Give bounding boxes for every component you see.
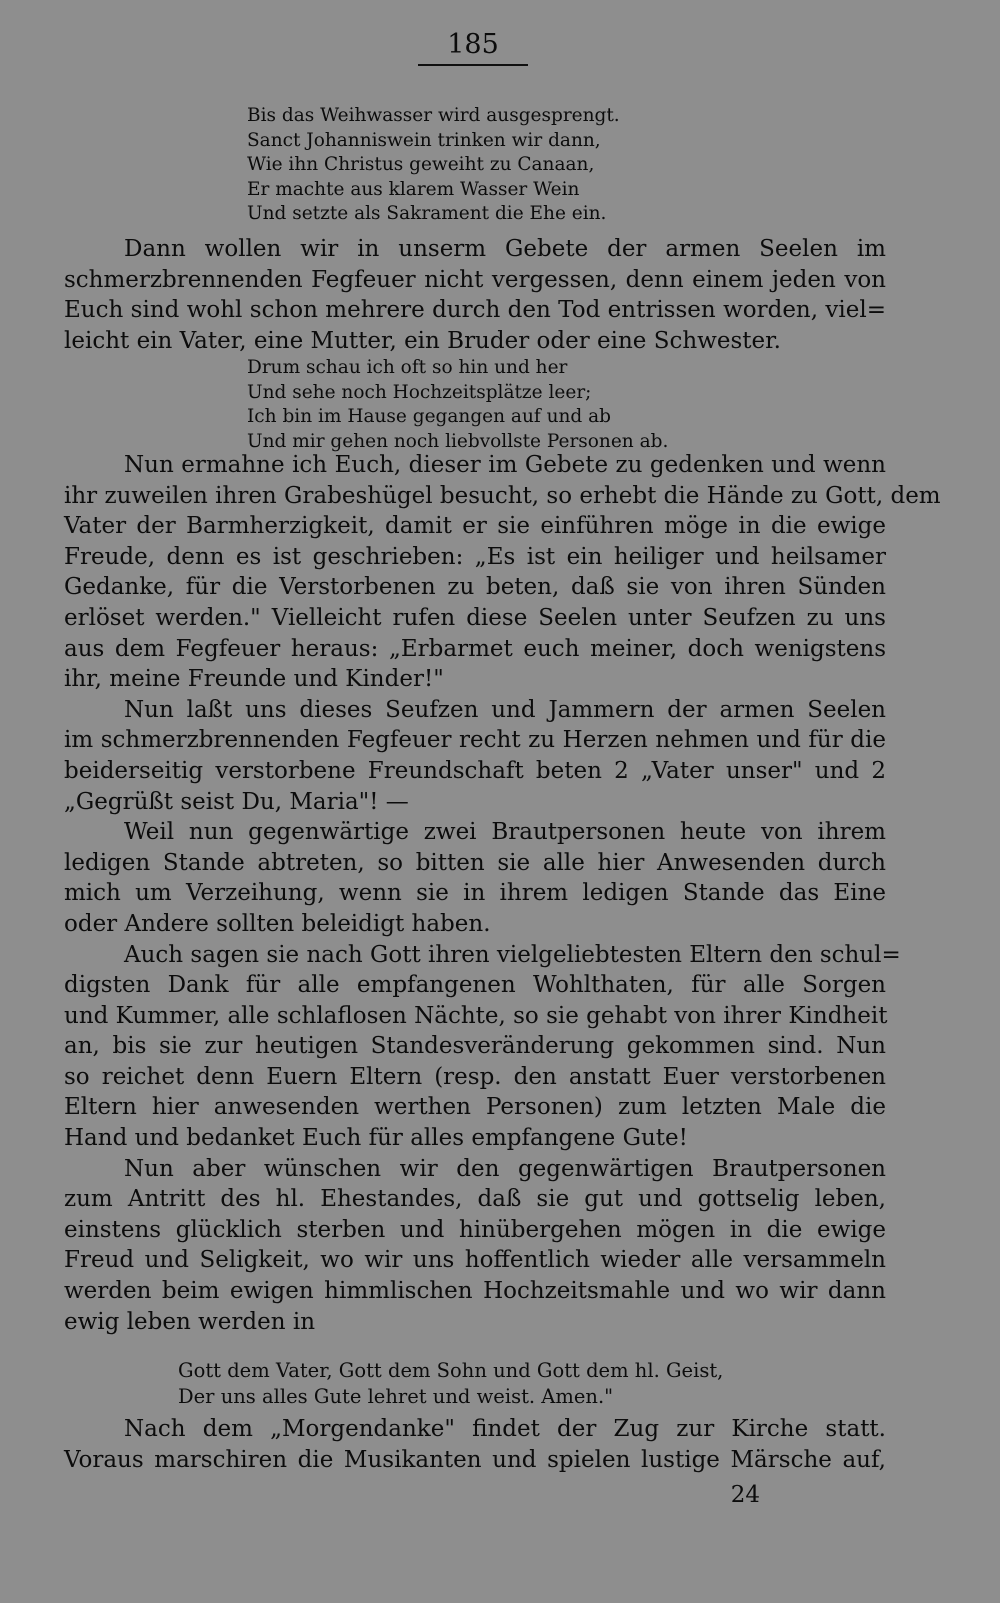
verse-line: Und setzte als Sakrament die Ehe ein. xyxy=(247,203,607,225)
text-line: ihr zuweilen ihren Grabeshügel besucht, so erhebt die Hände zu Gott, dem xyxy=(64,482,941,509)
text-line: aus dem Fegfeuer heraus: „Erbarmet euch meiner, doch wenigstens xyxy=(64,635,886,662)
text-line: Nach dem „Morgendanke" findet der Zug zur Kirche statt. xyxy=(124,1416,886,1442)
verse-line: Ich bin im Hause gegangen auf und ab xyxy=(247,406,612,428)
text-line: einstens glücklich sterben und hinübergehen mögen in die ewige xyxy=(64,1216,886,1243)
text-line: Freud und Seligkeit, wo wir uns hoffentlich wieder alle versammeln xyxy=(64,1247,886,1274)
verse-line: Und sehe noch Hochzeitsplätze leer; xyxy=(247,381,592,403)
verse-line: Wie ihn Christus geweiht zu Canaan, xyxy=(247,154,595,176)
signature-mark: 24 xyxy=(730,1482,760,1508)
text-line: „Gegrüßt seist Du, Maria"! — xyxy=(64,788,409,815)
text-line: Dann wollen wir in unserm Gebete der armen Seelen im xyxy=(124,236,886,262)
text-line: ihr, meine Freunde und Kinder!" xyxy=(64,666,444,693)
text-line: Auch sagen sie nach Gott ihren vielgeliebtesten Eltern den schul= xyxy=(124,941,901,968)
verse-line: Drum schau ich oft so hin und her xyxy=(247,357,568,378)
text-line: im schmerzbrennenden Fegfeuer recht zu Herzen nehmen und für die xyxy=(64,727,886,754)
text-line: an, bis sie zur heutigen Standesveränderung gekommen sind. Nun xyxy=(64,1033,886,1060)
verse-line: Bis das Weihwasser wird ausgesprengt. xyxy=(247,105,620,126)
text-line: werden beim ewigen himmlischen Hochzeitsmahle und wo wir dann xyxy=(64,1278,886,1305)
text-line: erlöset werden." Vielleicht rufen diese Seelen unter Seufzen zu uns xyxy=(64,604,886,631)
text-line: Gedanke, für die Verstorbenen zu beten, daß sie von ihren Sünden xyxy=(64,574,886,601)
text-line: Eltern hier anwesenden werthen Personen) zum letzten Male die xyxy=(64,1094,886,1121)
text-line: digsten Dank für alle empfangenen Wohlthaten, für alle Sorgen xyxy=(64,972,886,999)
text-line: Freude, denn es ist geschrieben: „Es ist ein heiliger und heilsamer xyxy=(64,543,886,570)
text-line: leicht ein Vater, eine Mutter, ein Bruder oder eine Schwester. xyxy=(64,327,781,354)
verse-line: Sanct Johanniswein trinken wir dann, xyxy=(247,129,601,151)
text-line: Nun aber wünschen wir den gegenwärtigen Brautpersonen xyxy=(124,1155,886,1182)
verse-line: Gott dem Vater, Gott dem Sohn und Gott dem hl. Geist, xyxy=(178,1359,724,1382)
text-line: Hand und bedanket Euch für alles empfangene Gute! xyxy=(64,1125,688,1152)
text-line: Nun ermahne ich Euch, dieser im Gebete zu gedenken und wenn xyxy=(124,452,886,478)
verse-block-2 xyxy=(247,356,668,454)
text-line: Nun laßt uns dieses Seufzen und Jammern der armen Seelen xyxy=(124,696,886,723)
text-line: so reichet denn Euern Eltern (resp. den anstatt Euer verstorbenen xyxy=(64,1063,886,1090)
text-line: Weil nun gegenwärtige zwei Brautpersonen heute von ihrem xyxy=(124,819,886,846)
text-line: und Kummer, alle schlaflosen Nächte, so sie gehabt von ihrer Kindheit xyxy=(64,1002,888,1029)
text-line: mich um Verzeihung, wenn sie in ihrem ledigen Stande das Eine xyxy=(64,880,886,907)
text-line: ewig leben werden in xyxy=(64,1308,316,1335)
verse-line: Und mir gehen noch liebvollste Personen ab. xyxy=(247,430,669,452)
verse-block-3 xyxy=(178,1358,723,1410)
text-line: schmerzbrennenden Fegfeuer nicht vergessen, denn einem jeden von xyxy=(64,266,886,293)
page-number: 185 xyxy=(418,28,528,66)
verse-block-1 xyxy=(247,104,620,227)
paragraph-1 xyxy=(64,234,886,356)
text-line: oder Andere sollten beleidigt haben. xyxy=(64,910,491,937)
text-line: Voraus marschiren die Musikanten und spielen lustige Märsche auf, xyxy=(64,1446,886,1473)
text-line: ledigen Stande abtreten, so bitten sie alle hier Anwesenden durch xyxy=(64,849,886,876)
paragraph-2 xyxy=(64,450,941,1337)
paragraph-7 xyxy=(64,1414,886,1475)
verse-line: Er machte aus klarem Wasser Wein xyxy=(247,178,580,200)
text-line: beiderseitig verstorbene Freundschaft beten 2 „Vater unser" und 2 xyxy=(64,757,886,784)
text-line: Euch sind wohl schon mehrere durch den Tod entrissen worden, viel= xyxy=(64,297,886,324)
text-line: zum Antritt des hl. Ehestandes, daß sie gut und gottselig leben, xyxy=(64,1186,886,1213)
text-line: Vater der Barmherzigkeit, damit er sie einführen möge in die ewige xyxy=(64,513,886,540)
verse-line: Der uns alles Gute lehret und weist. Amen." xyxy=(178,1385,614,1408)
